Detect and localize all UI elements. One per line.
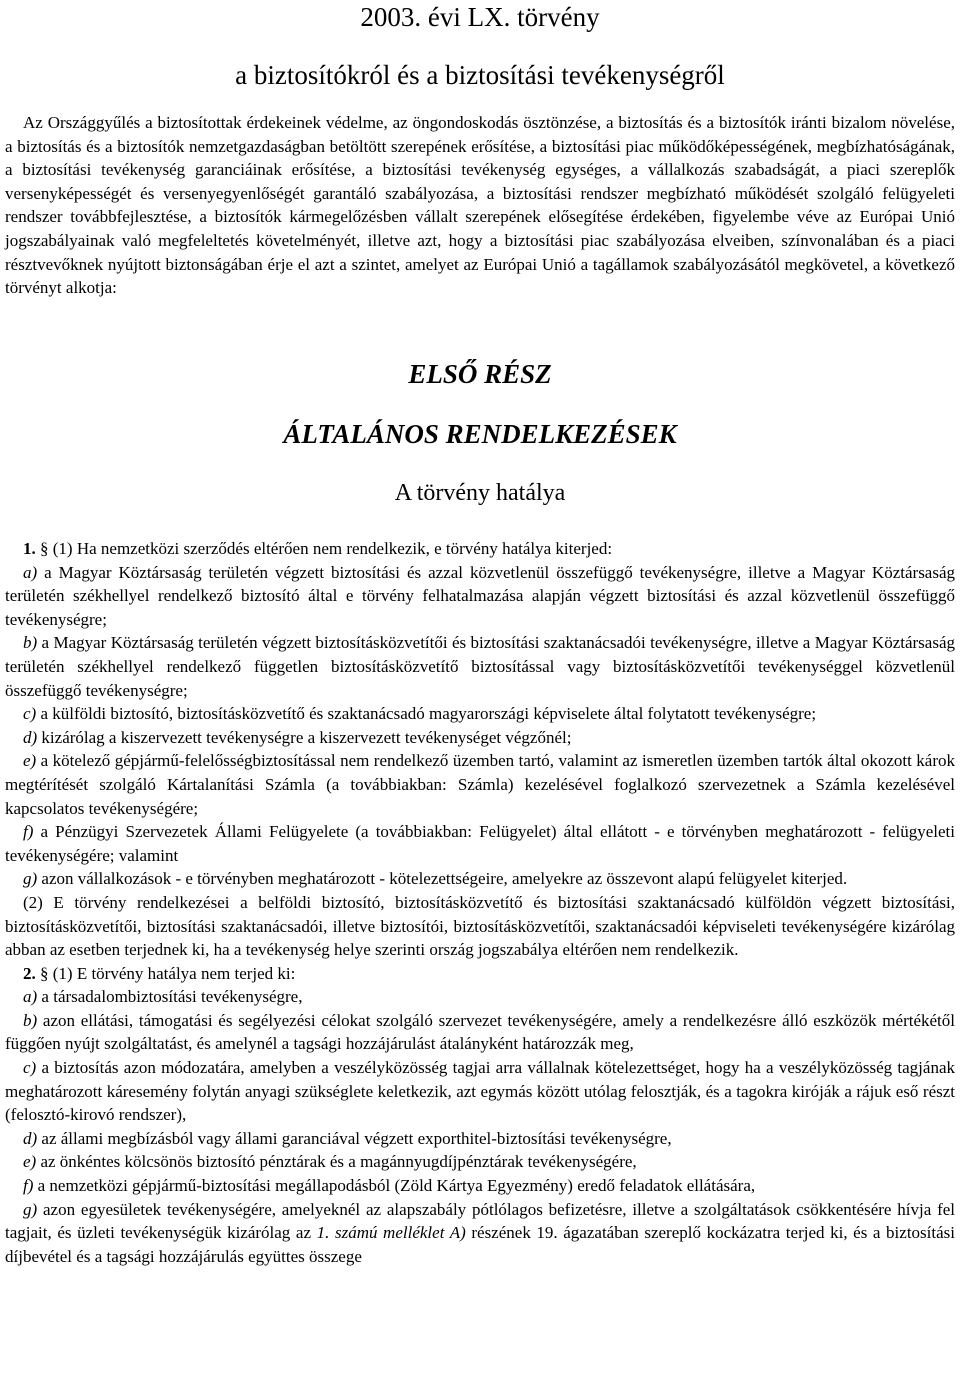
part-heading: ELSŐ RÉSZ [408,359,552,389]
point-text: a Pénzügyi Szervezetek Állami Felügyelete (a továbbiakban: Felügyelet) által ellátott - e törvényben meghatározott - felügyeleti tevékenységére; valamint [5,822,955,865]
s2-point-f [5,1174,955,1198]
point-label: g) [23,869,38,889]
s2-point-c [5,1056,955,1127]
point-text: az önkéntes kölcsönös biztosító pénztárak és a magánnyugdíjpénztárak tevékenységére, [40,1152,637,1172]
point-label: e) [23,1152,37,1172]
section-sign: § [40,539,49,558]
body-text [5,537,955,1268]
point-label: g) [23,1199,38,1219]
s1-point-b [5,631,955,702]
s2-point-e [5,1150,955,1174]
s1-point-d [5,726,955,750]
point-text-cont: részének 19. ágazatában szereplő kockázatra terjed ki, és a biztosítási díjbevétel és a tagsági hozzájárulás együttes összege [5,1223,956,1266]
point-label: c) [23,1058,37,1078]
s1-point-f [5,820,955,867]
point-label: c) [23,704,37,724]
s2-point-g [5,1198,955,1269]
s2-point-a [5,985,955,1009]
law-subtitle: a biztosítókról és a biztosítási tevékenységről [235,60,725,90]
point-text: a külföldi biztosító, biztosításközvetítő és szaktanácsadó magyarországi képviselete által folytatott tevékenységre; [40,704,817,724]
s1-point-g [5,867,955,891]
s1-p2: (2) E törvény rendelkezései a belföldi biztosító, biztosításközvetítő és biztosítási szaktanácsadó külföldön végzett biztosítási, biztosításközvetítői, biztosítási szaktanácsadói, illetve biztosítói, biztosításközvetítői, szaktanácsadói képviseleti tevékenységére kizárólag abban az esetben terjednek ki, ha a tevékenység helye szerinti ország jogszabálya eltérően nem rendelkezik. [5,892,955,960]
preamble: Az Országgyűlés a biztosítottak érdekeinek védelme, az öngondoskodás ösztönzése, a biztosítás és a biztosítók iránti bizalom növelése, a biztosítás és a biztosítók nemzetgazdaságban betöltött szerepének erősítése, a biztosítási piac működőképességének, megbízhatóságának, a biztosítási tevékenység garanciáinak erősítése, a biztosítási tevékenység egységes, a vállalkozás szabadságát, a piaci szereplők versenyképességét és versenyegyenlőségét garantáló szabályozása, a biztosítási rendszer megbízható működését szolgáló felügyeleti rendszer továbbfejlesztése, a biztosítók kármegelőzésben vállalt szerepének elősegítése érdekében, figyelembe véve az Európai Unió jogszabályainak való megfeleltetés követelményét, illetve azt, hogy a biztosítási piac szabályozása elveiben, színvonalában és a piaci résztvevőknek nyújtott biztonságában érje el azt a szintet, amelyet az Európai Unió a tagállamok szabályozásától megkövetel, a következő törvényt alkotja: [5,113,955,298]
annex-reference: 1. számú melléklet A) [316,1223,466,1243]
section-sign: § [40,963,49,983]
s2-p1 [5,962,955,986]
point-text: a nemzetközi gépjármű-biztosítási megállapodásból (Zöld Kártya Egyezmény) eredő feladatok ellátására, [37,1176,756,1196]
point-label: d) [23,727,38,747]
law-title: 2003. évi LX. törvény [360,2,600,32]
point-text: a kötelező gépjármű-felelősségbiztosítással nem rendelkező üzemben tartó, valamint az ismeretlen üzemben tartók által okozott károk megtérítését szolgáló Kártalanítási Számla (a továbbiakban: Számla) kezelésével foglalkozó szervezetnek a Számla kezelésével kapcsolatos tevékenységére; [5,751,955,818]
point-text: a Magyar Köztársaság területén végzett biztosításközvetítői és biztosítási szaktanácsadói tevékenységre, illetve a Magyar Köztársaság területén székhellyel rendelkező független biztosításközvetítő biztosítással vagy biztosításközvetítői tevékenységgel közvetlenül összefüggő tevékenységre; [5,633,956,700]
section-heading: A törvény hatálya [394,480,566,506]
point-label: b) [23,1010,38,1030]
point-text: azon vállalkozások - e törvényben meghatározott - kötelezettségeire, amelyekre az összevont alapú felügyelet kiterjed. [41,869,848,889]
s1-p1 [5,537,955,561]
point-text: az állami megbízásból vagy állami garanciával végzett exporthitel-biztosítási tevékenységre, [41,1128,672,1148]
point-label: b) [23,633,38,653]
point-text: azon ellátási, támogatási és segélyezési célokat szolgáló szervezet tevékenységére, amely a rendelkezésre álló eszközök mértékétől függően nyújt szolgáltatást, és amelynél a tagsági hozzájárulást átalányként határozzák meg, [5,1010,955,1054]
s1-point-c [5,702,955,726]
point-label: a) [23,987,38,1007]
s2-p1-intro: (1) E törvény hatálya nem terjed ki: [52,963,296,983]
point-text: azon egyesületek tevékenységére, amelyeknél az alapszabály pótlólagos befizetésre, illetve a szolgáltatások csökkentésére hívja fel tagjait, és üzleti tevékenységük kizárólag az [5,1199,955,1243]
point-label: f) [23,1176,34,1196]
point-text: kizárólag a kiszervezett tevékenységre a kiszervezett tevékenységet végzőnél; [41,727,572,747]
point-text: a társadalombiztosítási tevékenységre, [41,987,303,1007]
point-text: a biztosítás azon módozatára, amelyben a veszélyközösség tagjai arra vállalnak kötelezettséget, hogy ha a veszélyközösség tagjának meghatározott káresemény folytán anyagi szükséglete keletkezik, azt egymás között utólag felosztják, és a tagokra kiróják a rájuk eső részt (felosztó-kirovó rendszer), [5,1058,955,1125]
s1-number: 1. [23,539,36,558]
point-text: a Magyar Köztársaság területén végzett biztosítási és azzal közvetlenül összefüggő tevékenységre, illetve a Magyar Köztársaság területén székhellyel rendelkező biztosító által e törvény felhatalmazása alapján végzett biztosítási és azzal közvetlenül összefüggő tevékenységre; [5,562,956,629]
s2-point-b [5,1009,955,1056]
point-label: a) [23,562,38,582]
s2-point-d [5,1127,955,1151]
s2-number: 2. [23,963,36,983]
point-label: e) [23,751,37,771]
s1-point-e [5,749,955,820]
point-label: d) [23,1128,38,1148]
general-provisions-heading: ÁLTALÁNOS RENDELKEZÉSEK [283,419,677,449]
point-label: f) [23,822,34,842]
s1-point-a [5,561,955,632]
s1-p1-intro: (1) Ha nemzetközi szerződés eltérően nem rendelkezik, e törvény hatálya kiterjed: [52,539,613,558]
